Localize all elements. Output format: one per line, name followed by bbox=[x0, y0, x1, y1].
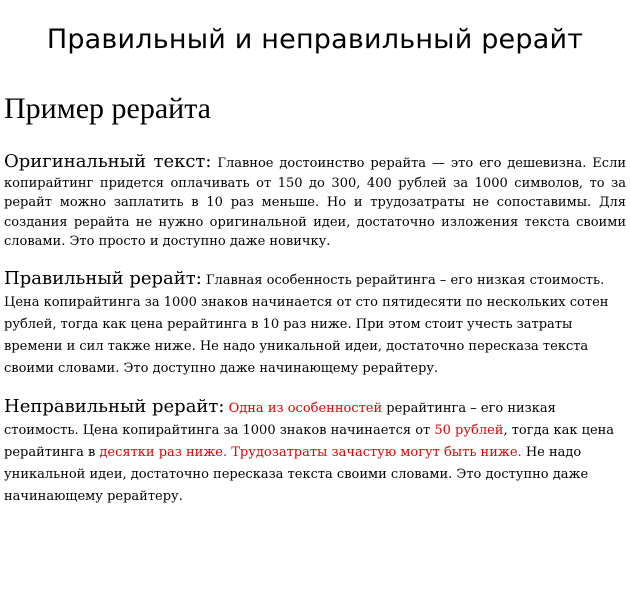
original-text-block bbox=[4, 152, 626, 252]
original-label: Оригинальный текст: bbox=[4, 151, 212, 172]
section-heading: Пример рерайта bbox=[4, 92, 211, 125]
incorrect-rewrite-block bbox=[4, 396, 626, 508]
incorrect-highlight-2: 50 рублей bbox=[434, 423, 504, 438]
correct-body: Главная особенность рерайтинга – его низкая стоимость. Цена копирайтинга за 1000 знаков начинается от сто пятидесяти по нескольких сотен рублей, тогда как цена рерайтинга в 10 раз ниже. При этом стоит учесть затраты времени и сил также ниже. Не надо уникальной идеи, достаточно пересказа текста своими словами. Это доступно даже начинающему рерайтеру. bbox=[4, 273, 609, 376]
incorrect-body-1: рерайтинга – его низкая стоимость. Цена копирайтинга за 1000 знаков начинается от bbox=[4, 401, 556, 438]
incorrect-body-2: , тогда как цена рерайтинга в bbox=[4, 423, 615, 460]
slide-title: Правильный и неправильный рерайт bbox=[46, 24, 584, 55]
incorrect-highlight-3: десятки раз ниже. Трудозатраты зачастую могут быть ниже. bbox=[99, 445, 522, 460]
original-body: Главное достоинство рерайта — это его дешевизна. Если копирайтинг придется оплачивать от 150 до 300, 400 рублей за 1000 символов, то за рерайт можно заплатить в 10 раз меньше. Но и трудозатраты не сопоставимы. Для создания рерайта не нужно оригинальной идеи, достаточно изложения текста своими словами. Это просто и доступно даже новичку. bbox=[4, 156, 626, 249]
correct-rewrite-block bbox=[4, 268, 626, 380]
incorrect-body-3: Не надо уникальной идеи, достаточно пересказа текста своими словами. Это доступно даже начинающему рерайтеру. bbox=[4, 445, 589, 504]
correct-label: Правильный рерайт: bbox=[4, 268, 202, 289]
incorrect-highlight-1: Одна из особенностей bbox=[228, 401, 383, 416]
incorrect-label: Неправильный рерайт: bbox=[4, 396, 225, 417]
